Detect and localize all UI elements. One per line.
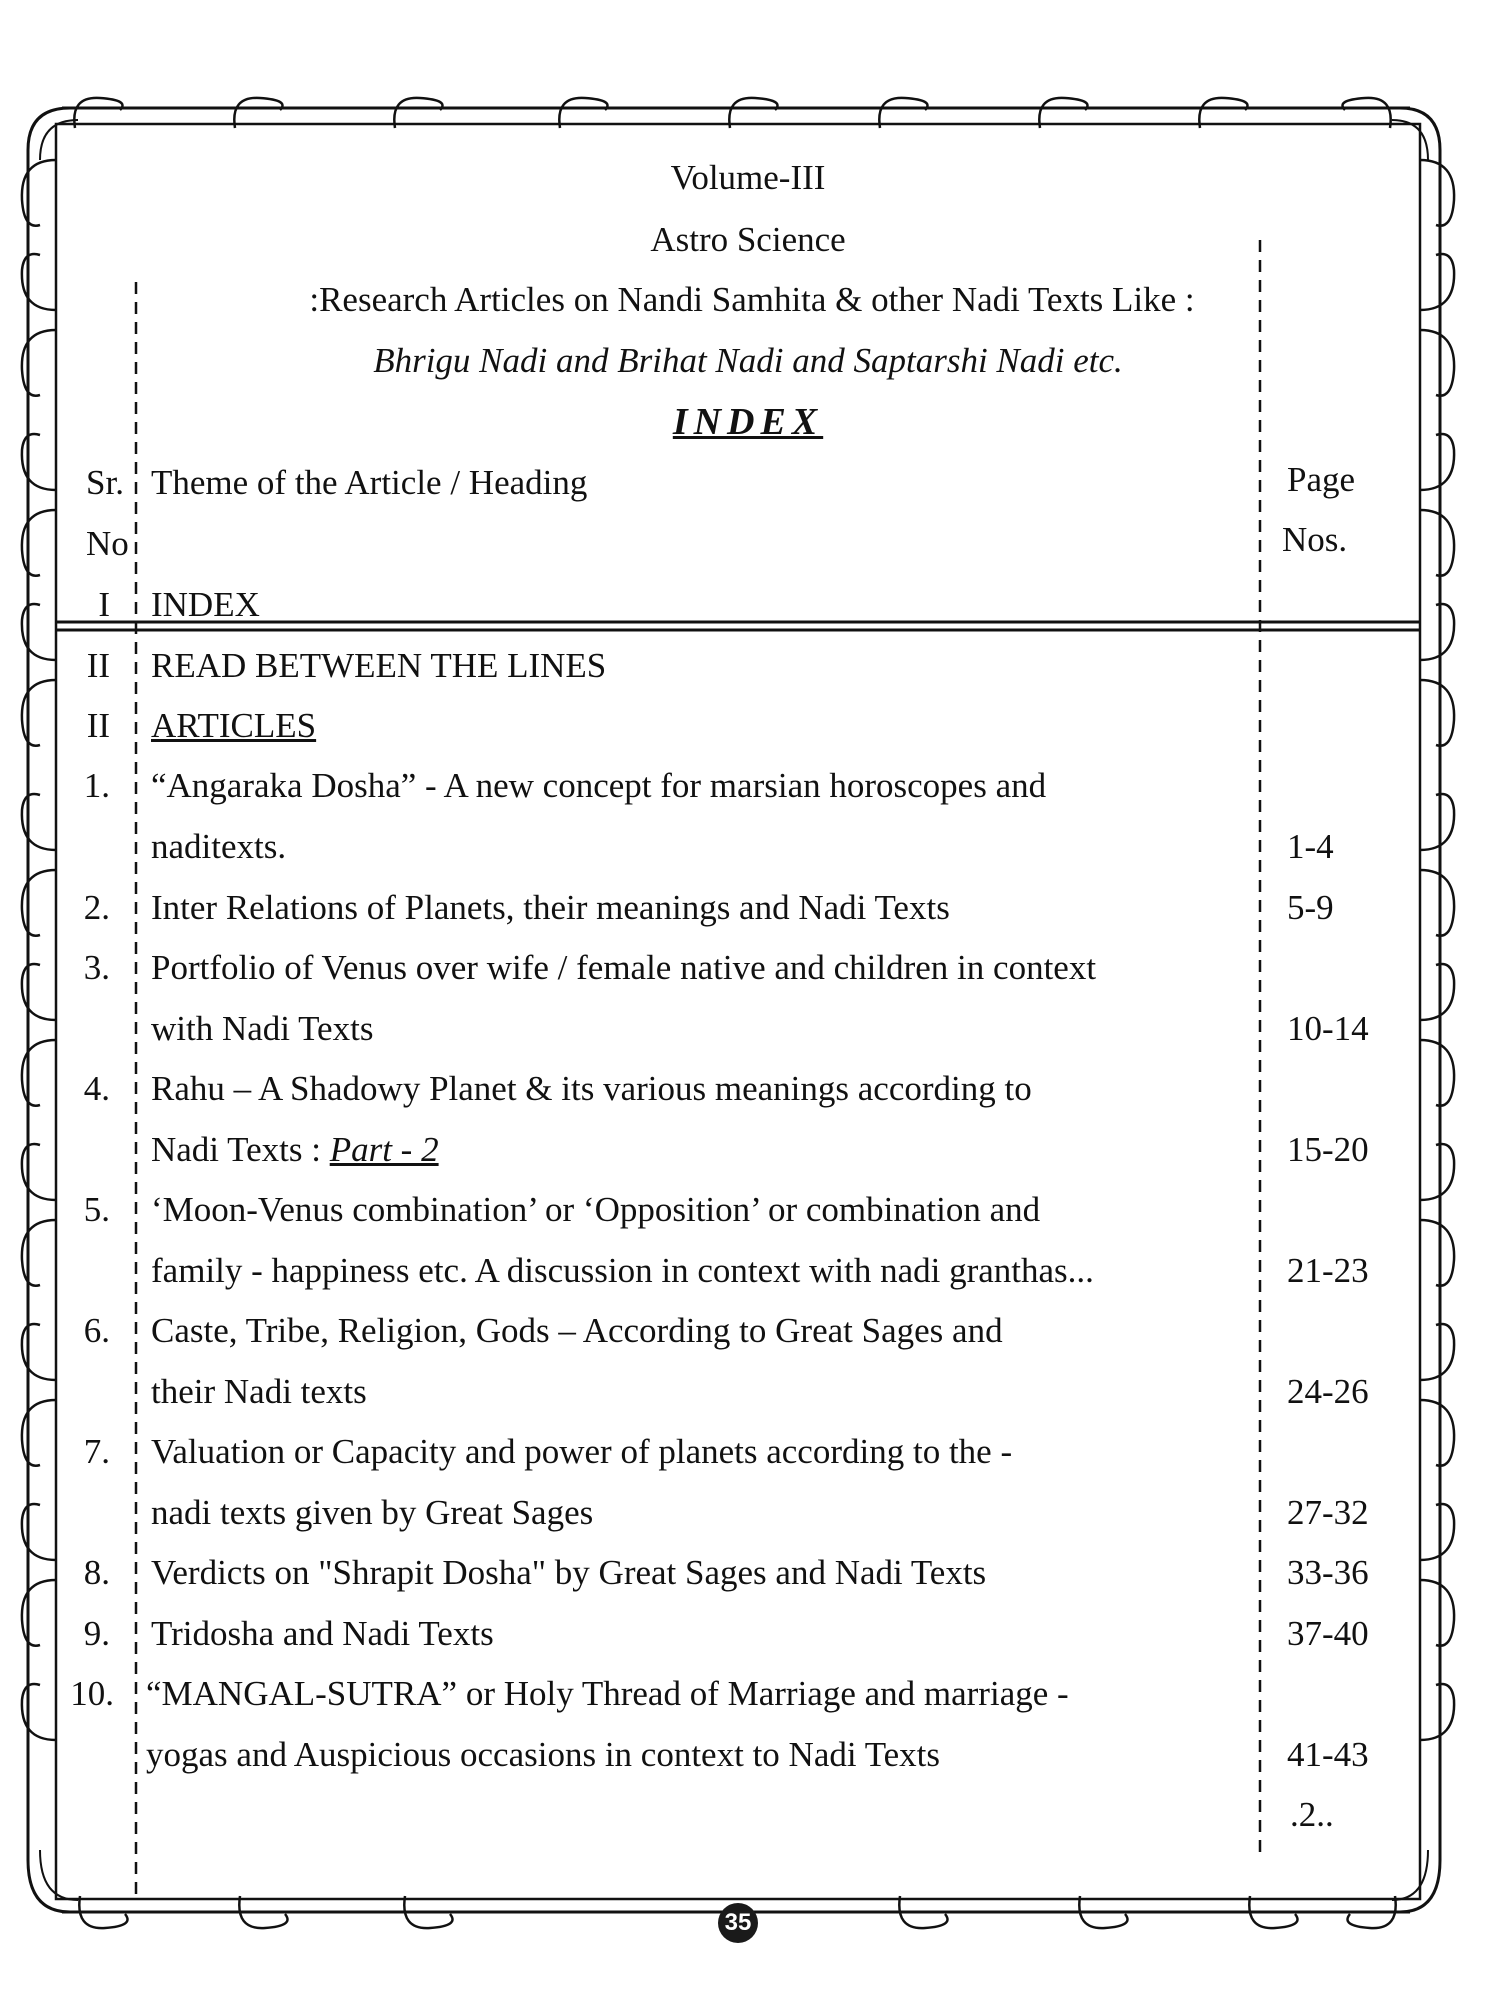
page-header-bottom: Nos. — [1282, 520, 1348, 559]
index-title: INDEX — [672, 401, 824, 443]
row-title: Portfolio of Venus over wife / female native and children in context — [151, 948, 1097, 987]
row-sr: 8. — [83, 1553, 110, 1592]
row-title: INDEX — [151, 585, 260, 624]
row-page: 10-14 — [1287, 1009, 1369, 1048]
subtitle: :Research Articles on Nandi Samhita & other Nadi Texts Like : — [309, 280, 1195, 319]
row-sr: 9. — [83, 1614, 110, 1653]
row-page: 5-9 — [1287, 888, 1334, 927]
row-title: Valuation or Capacity and power of planets according to the - — [151, 1432, 1013, 1471]
subtitle-italic: Bhrigu Nadi and Brihat Nadi and Saptarshi Nadi etc. — [373, 341, 1123, 380]
page-header-top: Page — [1287, 460, 1356, 499]
row-page: 1-4 — [1287, 827, 1334, 866]
volume-title: Volume-III — [670, 158, 826, 197]
row-sr: 1. — [83, 766, 110, 805]
page-number-badge: 35 — [718, 1903, 758, 1943]
sr-header-top: Sr. — [86, 463, 124, 502]
row-title: Caste, Tribe, Religion, Gods – According to Great Sages and — [151, 1311, 1003, 1350]
row-title: Tridosha and Nadi Texts — [151, 1614, 494, 1653]
row-title: ‘Moon-Venus combination’ or ‘Opposition’ or combination and — [151, 1190, 1041, 1229]
row-title-cont: nadi texts given by Great Sages — [151, 1493, 594, 1532]
row-sr: 2. — [83, 888, 110, 927]
row-page: 21-23 — [1287, 1251, 1369, 1290]
row-sr: I — [98, 585, 110, 624]
row-sr: 6. — [83, 1311, 110, 1350]
row-page: 33-36 — [1287, 1553, 1369, 1592]
row-sr: 10. — [70, 1674, 114, 1713]
part-2-label: Part - 2 — [329, 1130, 439, 1169]
row-title: Rahu – A Shadowy Planet & its various meanings according to — [151, 1069, 1032, 1108]
row-title-cont: naditexts. — [151, 827, 287, 866]
row-title-cont-text: Nadi Texts : — [151, 1130, 330, 1169]
row-page: 27-32 — [1287, 1493, 1369, 1532]
row-page: 41-43 — [1287, 1735, 1369, 1774]
row-page: 37-40 — [1287, 1614, 1369, 1653]
row-title: READ BETWEEN THE LINES — [151, 646, 607, 685]
row-title: Verdicts on "Shrapit Dosha" by Great Sages and Nadi Texts — [151, 1553, 987, 1592]
continuation-mark: .2.. — [1290, 1795, 1334, 1834]
row-sr: II — [86, 646, 110, 685]
row-sr: II — [86, 706, 110, 745]
row-title-cont: family - happiness etc. A discussion in context with nadi granthas... — [151, 1251, 1094, 1290]
row-sr: 3. — [83, 948, 110, 987]
row-sr: 5. — [83, 1190, 110, 1229]
row-title-cont: yogas and Auspicious occasions in context to Nadi Texts — [146, 1735, 941, 1774]
row-title-cont: their Nadi texts — [151, 1372, 367, 1411]
row-title: ARTICLES — [151, 706, 317, 745]
row-title: “MANGAL-SUTRA” or Holy Thread of Marriage and marriage - — [146, 1674, 1069, 1713]
theme-header: Theme of the Article / Heading — [151, 463, 588, 502]
row-title: Inter Relations of Planets, their meanings and Nadi Texts — [151, 888, 950, 927]
row-title: “Angaraka Dosha” - A new concept for marsian horoscopes and — [151, 766, 1047, 805]
row-page: 15-20 — [1287, 1130, 1369, 1169]
row-sr: 4. — [83, 1069, 110, 1108]
row-title-cont — [151, 1132, 439, 1167]
row-sr: 7. — [83, 1432, 110, 1471]
subject-title: Astro Science — [650, 220, 846, 259]
sr-header-bottom: No — [86, 524, 129, 563]
row-title-cont: with Nadi Texts — [151, 1009, 374, 1048]
row-page: 24-26 — [1287, 1372, 1369, 1411]
